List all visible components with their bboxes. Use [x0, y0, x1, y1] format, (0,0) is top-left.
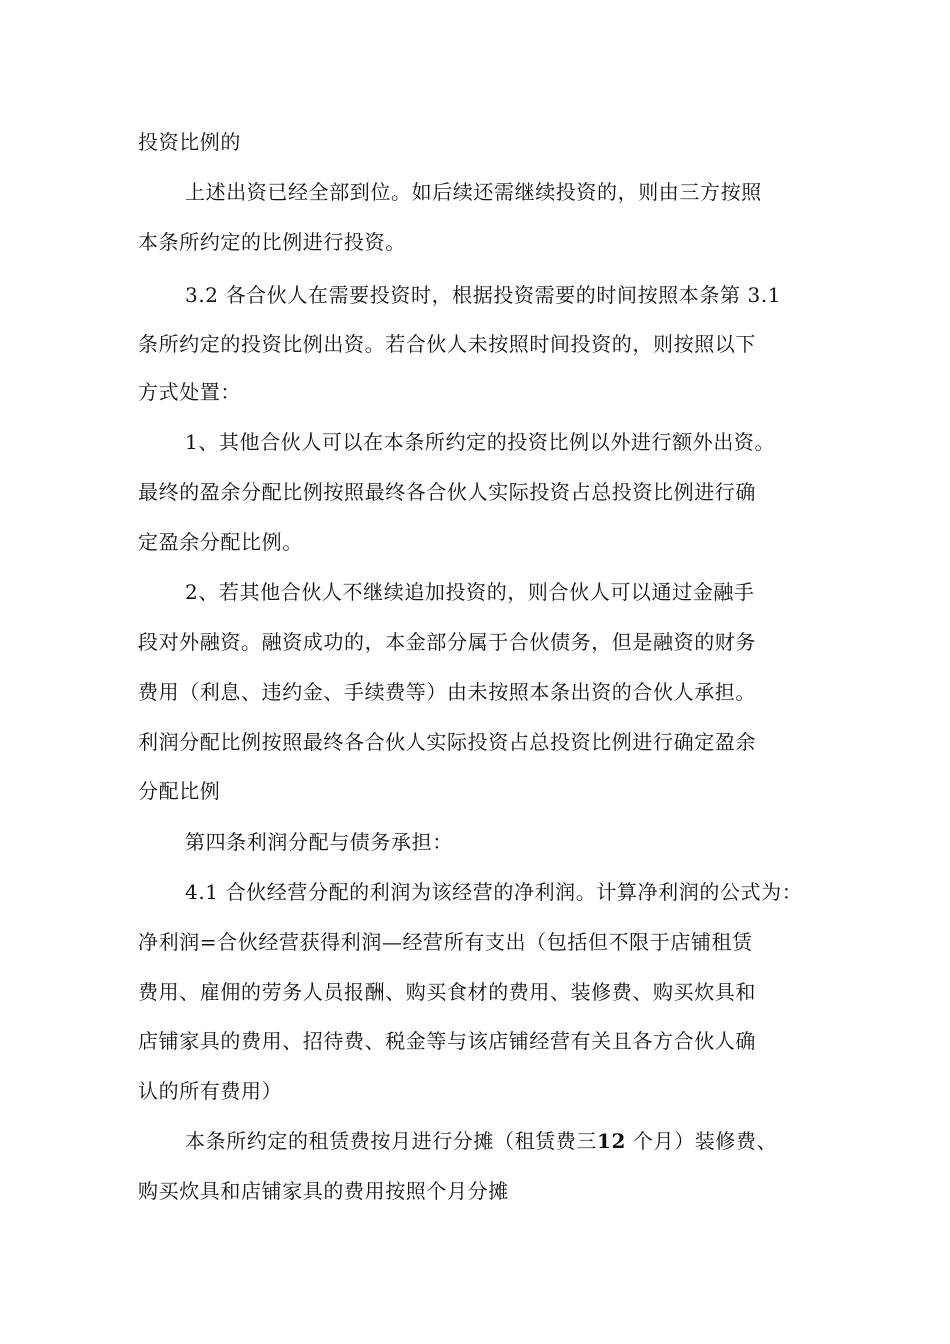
paragraph-line: 段对外融资。融资成功的，本金部分属于合伙债务，但是融资的财务	[138, 630, 756, 654]
paragraph-line: 费用、雇佣的劳务人员报酬、购买食材的费用、装修费、购买炊具和	[138, 980, 756, 1004]
paragraph-line	[185, 1126, 777, 1156]
paragraph-line: 费用（利息、违约金、手续费等）由未按照本条出资的合伙人承担。	[138, 680, 756, 704]
paragraph-line: 最终的盈余分配比例按照最终各合伙人实际投资占总投资比例进行确	[138, 480, 756, 504]
paragraph-line: 分配比例	[138, 779, 221, 803]
article-heading: 第四条利润分配与债务承担：	[185, 830, 453, 854]
paragraph-line: 方式处置：	[138, 380, 241, 404]
paragraph-line: 利润分配比例按照最终各合伙人实际投资占总投资比例进行确定盈余	[138, 730, 756, 754]
paragraph-line: 4.1 合伙经营分配的利润为该经营的净利润。计算净利润的公式为：	[185, 880, 803, 904]
paragraph-line: 1、其他合伙人可以在本条所约定的投资比例以外进行额外出资。	[185, 430, 776, 454]
paragraph-line: 定盈余分配比例。	[138, 530, 303, 554]
paragraph-line: 净利润=合伙经营获得利润—经营所有支出（包括但不限于店铺租赁	[138, 930, 753, 954]
paragraph-line: 3.2 各合伙人在需要投资时，根据投资需要的时间按照本条第 3.1	[185, 283, 782, 307]
paragraph-text: 个月）装修费、	[626, 1129, 778, 1153]
paragraph-line: 2、若其他合伙人不继续追加投资的，则合伙人可以通过金融手	[185, 580, 755, 604]
paragraph-line: 条所约定的投资比例出资。若合伙人未按照时间投资的，则按照以下	[138, 332, 756, 356]
paragraph-line: 投资比例的	[138, 130, 241, 154]
paragraph-text: 本条所约定的租赁费按月进行分摊（租赁费三	[185, 1129, 597, 1153]
paragraph-line: 认的所有费用）	[138, 1079, 283, 1103]
paragraph-line: 上述出资已经全部到位。如后续还需继续投资的，则由三方按照	[185, 180, 762, 204]
paragraph-line: 店铺家具的费用、招待费、税金等与该店铺经营有关且各方合伙人确	[138, 1029, 756, 1053]
bold-number: 12	[597, 1129, 627, 1153]
paragraph-line: 本条所约定的比例进行投资。	[138, 230, 406, 254]
paragraph-line: 购买炊具和店铺家具的费用按照个月分摊	[138, 1179, 509, 1203]
